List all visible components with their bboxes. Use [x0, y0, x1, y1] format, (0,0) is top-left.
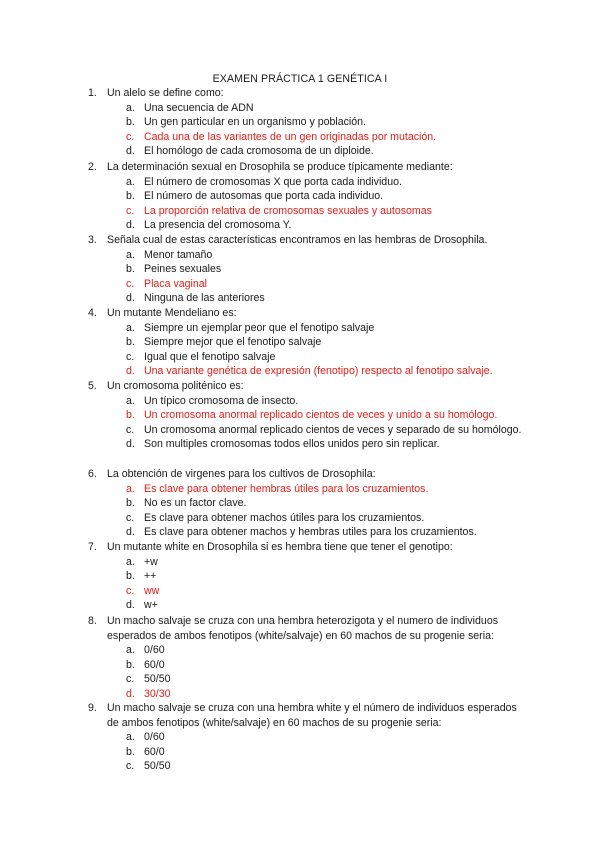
option-text: El homólogo de cada cromosoma de un diploide.: [144, 145, 374, 158]
question-3: [88, 233, 528, 306]
option-letter: d.: [126, 292, 135, 305]
option-text: 60/0: [144, 745, 165, 758]
option-text: No es un factor clave.: [144, 497, 247, 510]
options-list: [88, 248, 528, 306]
option-text: Una secuencia de ADN: [144, 101, 254, 114]
option-d: [126, 598, 528, 613]
option-text: Peines sexuales: [144, 263, 222, 276]
question-text: Señala cual de estas características encontramos en las hembras de Drosophila.: [107, 234, 488, 246]
option-letter: a.: [126, 321, 135, 334]
option-a: [126, 643, 528, 658]
option-letter: c.: [126, 130, 135, 143]
options-list: [88, 101, 528, 159]
option-letter: c.: [126, 423, 135, 436]
option-a: [126, 555, 528, 570]
option-d: [126, 525, 528, 540]
question-text: Un cromosoma politénico es:: [107, 380, 244, 392]
option-letter: c.: [126, 277, 135, 290]
question-number: 3.: [88, 234, 97, 246]
option-text: 50/50: [144, 673, 171, 686]
option-text: La proporción relativa de cromosomas sexuales y autosomas: [144, 204, 432, 217]
option-letter: b.: [126, 570, 135, 583]
option-letter: d.: [126, 687, 135, 700]
question-8: [88, 614, 528, 702]
question-number: 2.: [88, 161, 97, 173]
question-text: Un alelo se define como:: [107, 87, 224, 99]
options-list: [88, 482, 528, 540]
option-c: [126, 204, 528, 219]
option-letter: b.: [126, 658, 135, 671]
question-number: 7.: [88, 541, 97, 553]
option-b: [126, 189, 528, 204]
option-letter: a.: [126, 101, 135, 114]
option-c: [126, 423, 528, 438]
option-c: [126, 350, 528, 365]
option-text: ww: [144, 584, 160, 597]
option-text: Es clave para obtener machos y hembras utiles para los cruzamientos.: [144, 526, 477, 539]
options-list: [88, 175, 528, 233]
question-2: [88, 160, 528, 233]
option-b: [126, 658, 528, 673]
question-9: [88, 701, 528, 774]
question-number: 1.: [88, 87, 97, 99]
option-letter: b.: [126, 263, 135, 276]
option-a: [126, 730, 528, 745]
option-letter: d.: [126, 438, 135, 451]
option-text: Un gen particular en un organismo y población.: [144, 116, 367, 129]
question-number: 4.: [88, 307, 97, 319]
option-a: [126, 248, 528, 263]
option-text: Igual que el fenotipo salvaje: [144, 350, 276, 363]
option-b: [126, 569, 528, 584]
option-text: +w: [144, 555, 158, 568]
option-text: Ninguna de las anteriores: [144, 292, 265, 305]
option-text: El número de cromosomas X que porta cada individuo.: [144, 175, 402, 188]
option-d: [126, 437, 528, 452]
question-text: La obtención de virgenes para los cultivos de Drosophila:: [107, 468, 376, 480]
option-text: w+: [144, 599, 158, 612]
option-c: [126, 130, 528, 145]
option-letter: a.: [126, 482, 135, 495]
option-letter: b.: [126, 336, 135, 349]
option-text: Son multiples cromosomas todos ellos unidos pero sin replicar.: [144, 438, 440, 451]
options-list: [88, 730, 528, 774]
option-letter: c.: [126, 673, 135, 686]
option-letter: a.: [126, 394, 135, 407]
option-text: Un cromosoma anormal replicado cientos de veces y unido a su homólogo.: [144, 409, 498, 422]
option-text: Una variante genética de expresión (fenotipo) respecto al fenotipo salvaje.: [144, 365, 493, 378]
option-b: [126, 262, 528, 277]
option-d: [126, 144, 528, 159]
option-text: 0/60: [144, 644, 165, 657]
option-d: [126, 218, 528, 233]
options-list: [88, 555, 528, 613]
option-letter: a.: [126, 175, 135, 188]
option-b: [126, 115, 528, 130]
question-7: [88, 540, 528, 613]
option-letter: d.: [126, 145, 135, 158]
question-number: 9.: [88, 702, 97, 714]
option-letter: d.: [126, 219, 135, 232]
option-letter: c.: [126, 511, 135, 524]
option-text: 50/50: [144, 760, 171, 773]
question-number: 6.: [88, 468, 97, 480]
option-text: El número de autosomas que porta cada individuo.: [144, 190, 384, 203]
option-letter: d.: [126, 365, 135, 378]
option-text: Menor tamaño: [144, 248, 213, 261]
question-4: [88, 306, 528, 379]
option-letter: a.: [126, 731, 135, 744]
option-d: [126, 291, 528, 306]
option-text: Siempre mejor que el fenotipo salvaje: [144, 336, 322, 349]
option-d: [126, 364, 528, 379]
option-text: Placa vaginal: [144, 277, 208, 290]
question-text: La determinación sexual en Drosophila se produce típicamente mediante:: [107, 161, 453, 173]
option-b: [126, 408, 528, 423]
option-d: [126, 687, 528, 702]
option-a: [126, 394, 528, 409]
option-text: Es clave para obtener machos útiles para los cruzamientos.: [144, 511, 425, 524]
option-letter: b.: [126, 497, 135, 510]
option-letter: d.: [126, 599, 135, 612]
option-letter: c.: [126, 584, 135, 597]
option-letter: b.: [126, 745, 135, 758]
question-number: 5.: [88, 380, 97, 392]
option-b: [126, 496, 528, 511]
option-c: [126, 511, 528, 526]
option-b: [126, 335, 528, 350]
page-title: EXAMEN PRÁCTICA 1 GENÉTICA I: [212, 73, 388, 85]
question-5: [88, 379, 528, 452]
option-text: La presencia del cromosoma Y.: [144, 219, 292, 232]
question-text: Un mutante white en Drosophila si es hembra tiene que tener el genotipo:: [107, 541, 453, 553]
option-letter: c.: [126, 350, 135, 363]
option-text: Cada una de las variantes de un gen originadas por mutación.: [144, 130, 437, 143]
option-c: [126, 277, 528, 292]
option-b: [126, 745, 528, 760]
option-text: Es clave para obtener hembras útiles para los cruzamientos.: [144, 482, 429, 495]
question-text: Un macho salvaje se cruza con una hembra white y el número de individuos esperados de ambos fenotipos (white/salvaje) en 60 machos de su progenie seria:: [107, 702, 517, 729]
options-list: [88, 394, 528, 452]
question-1: [88, 86, 528, 159]
option-text: Un cromosoma anormal replicado cientos de veces y separado de su homólogo.: [144, 423, 522, 436]
option-text: 30/30: [144, 687, 171, 700]
option-text: 0/60: [144, 731, 165, 744]
option-letter: b.: [126, 116, 135, 129]
option-text: ++: [144, 570, 157, 583]
option-a: [126, 482, 528, 497]
option-letter: c.: [126, 204, 135, 217]
option-letter: d.: [126, 526, 135, 539]
option-a: [126, 101, 528, 116]
option-text: Un típico cromosoma de insecto.: [144, 394, 299, 407]
option-letter: c.: [126, 760, 135, 773]
options-list: [88, 321, 528, 379]
option-letter: b.: [126, 409, 135, 422]
option-letter: a.: [126, 644, 135, 657]
option-letter: a.: [126, 248, 135, 261]
option-text: 60/0: [144, 658, 165, 671]
option-a: [126, 175, 528, 190]
option-letter: a.: [126, 555, 135, 568]
question-text: Un macho salvaje se cruza con una hembra heterozigota y el numero de individuos esperados de ambos fenotipos (white/salvaje) en 60 machos de su progenie seria:: [107, 615, 499, 642]
question-text: Un mutante Mendeliano es:: [107, 307, 237, 319]
question-number: 8.: [88, 615, 97, 627]
options-list: [88, 643, 528, 701]
option-c: [126, 672, 528, 687]
option-letter: b.: [126, 190, 135, 203]
option-c: [126, 584, 528, 599]
question-6: [88, 467, 528, 540]
option-c: [126, 759, 528, 774]
option-a: [126, 321, 528, 336]
option-text: Siempre un ejemplar peor que el fenotipo salvaje: [144, 321, 375, 334]
